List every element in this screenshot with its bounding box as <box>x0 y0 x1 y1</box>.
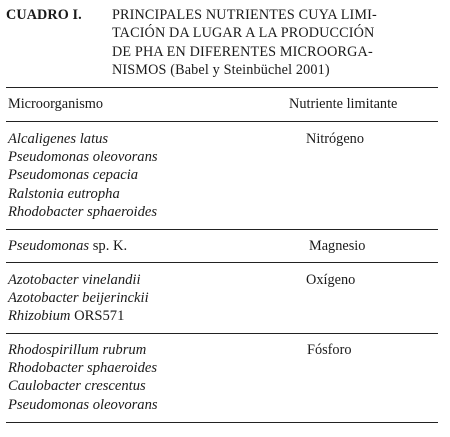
table-row-group-fosforo <box>8 341 438 414</box>
organism-list <box>8 130 438 221</box>
header-microorganismo: Microorganismo <box>8 96 104 112</box>
caption-title <box>112 6 444 80</box>
header-rule <box>6 121 438 122</box>
organism-list <box>8 271 438 326</box>
organism-name: Azotobacter vinelandii <box>8 272 141 288</box>
nutrient-cell: Oxígeno <box>306 272 356 288</box>
organism-name: Caulobacter crescentus <box>8 378 146 395</box>
nutrient-cell: Magnesio <box>309 238 366 254</box>
organism-name: Pseudomonas sp. K. <box>8 238 128 254</box>
group-divider <box>6 333 438 334</box>
organism-list <box>8 237 438 255</box>
table-row-group-nitrogeno <box>8 130 438 221</box>
header-nutriente-limitante: Nutriente limitante <box>289 96 398 112</box>
organism-name: Rhizobium ORS571 <box>8 308 125 325</box>
organism-name: Azotobacter beijerinckii <box>8 290 149 307</box>
nutrient-cell: Nitrógeno <box>306 131 364 147</box>
organism-name: Rhodobacter sphaeroides <box>8 360 158 377</box>
organism-name: Rhodobacter sphaeroides <box>8 203 158 220</box>
table-row-group-magnesio <box>8 237 438 255</box>
organism-name: Pseudomonas oleovorans <box>8 396 158 413</box>
organism-name: Rhodospirillum rubrum <box>8 342 147 358</box>
caption-label: CUADRO I. <box>6 7 82 23</box>
group-divider <box>6 262 438 263</box>
table-row-group-oxigeno <box>8 271 438 326</box>
organism-name: Pseudomonas oleovorans <box>8 149 158 166</box>
caption-line: PRINCIPALES NUTRIENTES CUYA LIMI- <box>112 7 377 23</box>
organism-name: Pseudomonas cepacia <box>8 167 139 184</box>
organism-list <box>8 341 438 414</box>
organism-name: Alcaligenes latus <box>8 131 109 147</box>
group-divider <box>6 229 438 230</box>
organism-name: Ralstonia eutropha <box>8 185 120 202</box>
nutrient-cell: Fósforo <box>307 342 352 358</box>
bottom-rule <box>6 422 438 423</box>
caption-line: TACIÓN DA LUGAR A LA PRODUCCIÓN <box>112 25 375 42</box>
caption-line: NISMOS (Babel y Steinbüchel 2001) <box>112 62 330 79</box>
caption-line: DE PHA EN DIFERENTES MICROORGA- <box>112 43 373 60</box>
top-rule <box>6 87 438 88</box>
